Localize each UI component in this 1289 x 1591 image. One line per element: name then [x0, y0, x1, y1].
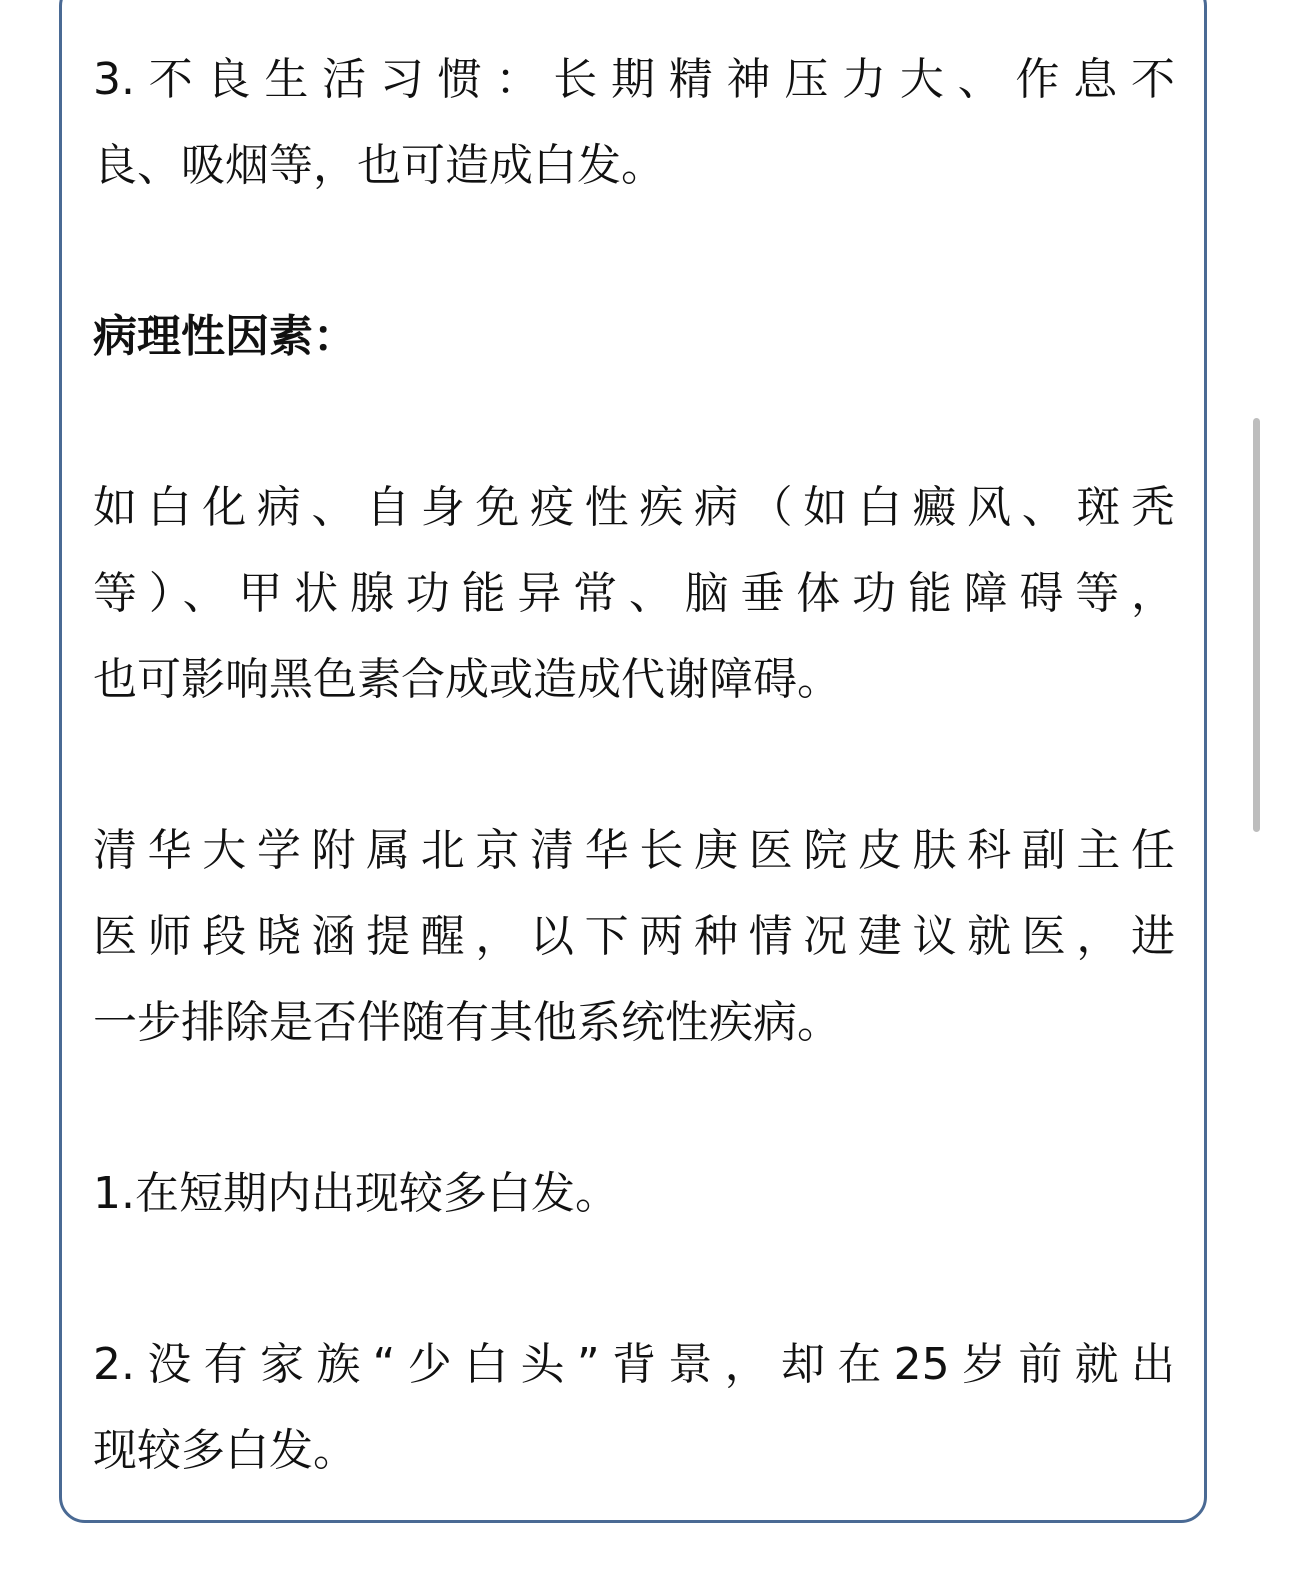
text-line: 如白化病、自身免疫性疾病（如白癜风、斑秃	[93, 482, 1175, 534]
paragraph-doctor-advice	[93, 808, 1175, 1065]
text-line: 一步排除是否伴随有其他系统性疾病。	[93, 996, 841, 1048]
section-heading: 病理性因素：	[93, 311, 357, 363]
article-content	[93, 37, 1175, 1494]
paragraph-case-2	[93, 1322, 1175, 1493]
text-line: 等）、甲状腺功能异常、脑垂体功能障碍等，	[93, 568, 1175, 620]
text-line: 现较多白发。	[93, 1425, 357, 1476]
text-line: 1.在短期内出现较多白发。	[93, 1167, 619, 1219]
heading-pathological-factors	[93, 294, 1175, 380]
text-line: 也可影响黑色素合成或造成代谢障碍。	[93, 653, 841, 705]
paragraph-case-1	[93, 1151, 1175, 1237]
paragraph-lifestyle	[93, 37, 1175, 208]
text-line: 3.不良生活习惯：长期精神压力大、作息不	[93, 54, 1175, 105]
text-line: 良、吸烟等，也可造成白发。	[93, 139, 665, 191]
text-line: 2.没有家族“少白头”背景，却在25岁前就出	[93, 1339, 1175, 1391]
text-line: 医师段晓涵提醒，以下两种情况建议就医，进	[93, 910, 1175, 962]
scrollbar[interactable]	[1253, 418, 1260, 832]
text-line: 清华大学附属北京清华长庚医院皮肤科副主任	[93, 825, 1175, 877]
paragraph-diseases	[93, 465, 1175, 722]
